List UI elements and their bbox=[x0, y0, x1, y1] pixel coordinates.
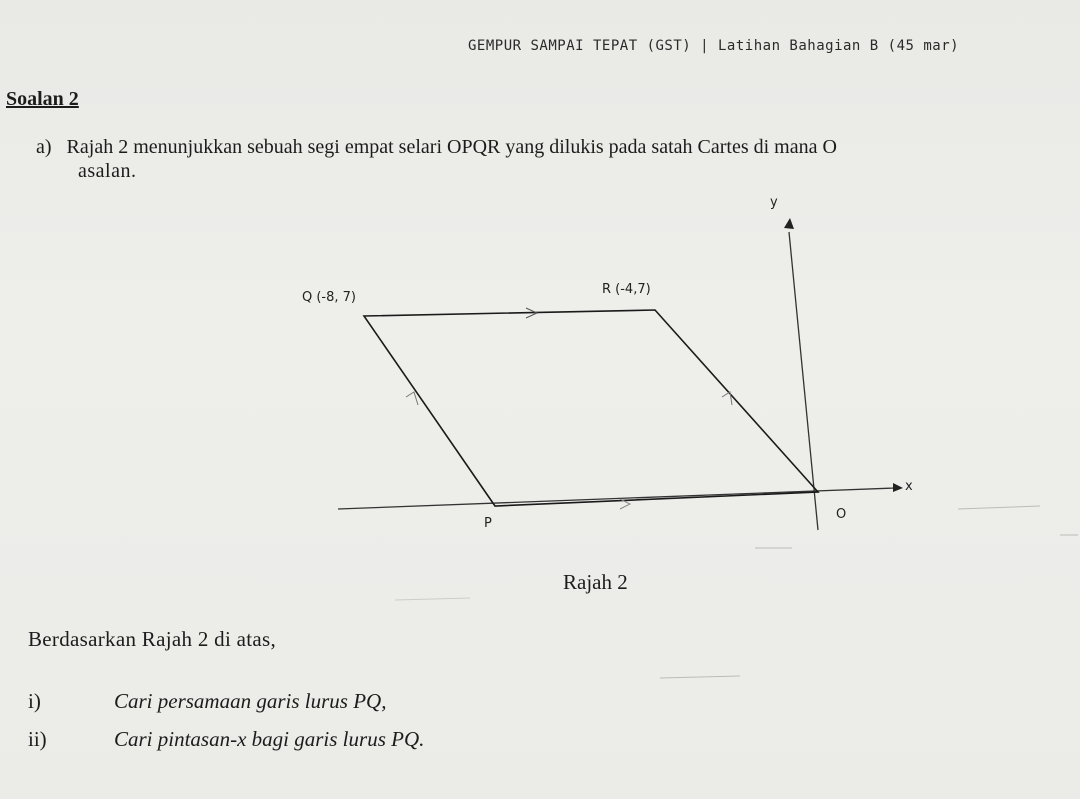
label-point-q: Q (-8, 7) bbox=[302, 290, 357, 305]
tick-mark-pq bbox=[406, 392, 418, 405]
item-number: ii) bbox=[28, 727, 47, 751]
instruction-text: Berdasarkan Rajah 2 di atas, bbox=[28, 627, 277, 651]
item-text: Cari pintasan-x bagi garis lurus PQ. bbox=[114, 727, 425, 751]
x-axis bbox=[338, 488, 895, 509]
label-point-p: P bbox=[484, 516, 492, 531]
diagram-caption: Rajah 2 bbox=[563, 570, 628, 594]
label-x-axis: x bbox=[905, 479, 913, 494]
item-number: i) bbox=[28, 689, 41, 713]
label-point-r: R (-4,7) bbox=[602, 282, 651, 297]
question-title: Soalan 2 bbox=[6, 88, 79, 110]
label-point-o: O bbox=[836, 507, 847, 522]
tick-mark-ro bbox=[722, 392, 732, 405]
y-axis bbox=[789, 232, 818, 530]
parallelogram-opqr bbox=[364, 310, 818, 506]
part-a-line2: asalan. bbox=[78, 160, 137, 182]
x-axis-arrow bbox=[893, 483, 903, 492]
part-a-label: a) bbox=[36, 136, 52, 158]
label-y-axis: y bbox=[770, 195, 778, 210]
faint-line bbox=[660, 676, 740, 678]
faint-line bbox=[395, 598, 470, 600]
page-header: GEMPUR SAMPAI TEPAT (GST) | Latihan Bahagian B (45 mar) bbox=[468, 38, 960, 54]
item-text: Cari persamaan garis lurus PQ, bbox=[114, 689, 387, 713]
faint-line bbox=[958, 506, 1040, 509]
part-a-text: Rajah 2 menunjukkan sebuah segi empat selari OPQR yang dilukis pada satah Cartes di mana O bbox=[66, 136, 837, 158]
y-axis-arrow bbox=[784, 218, 794, 229]
